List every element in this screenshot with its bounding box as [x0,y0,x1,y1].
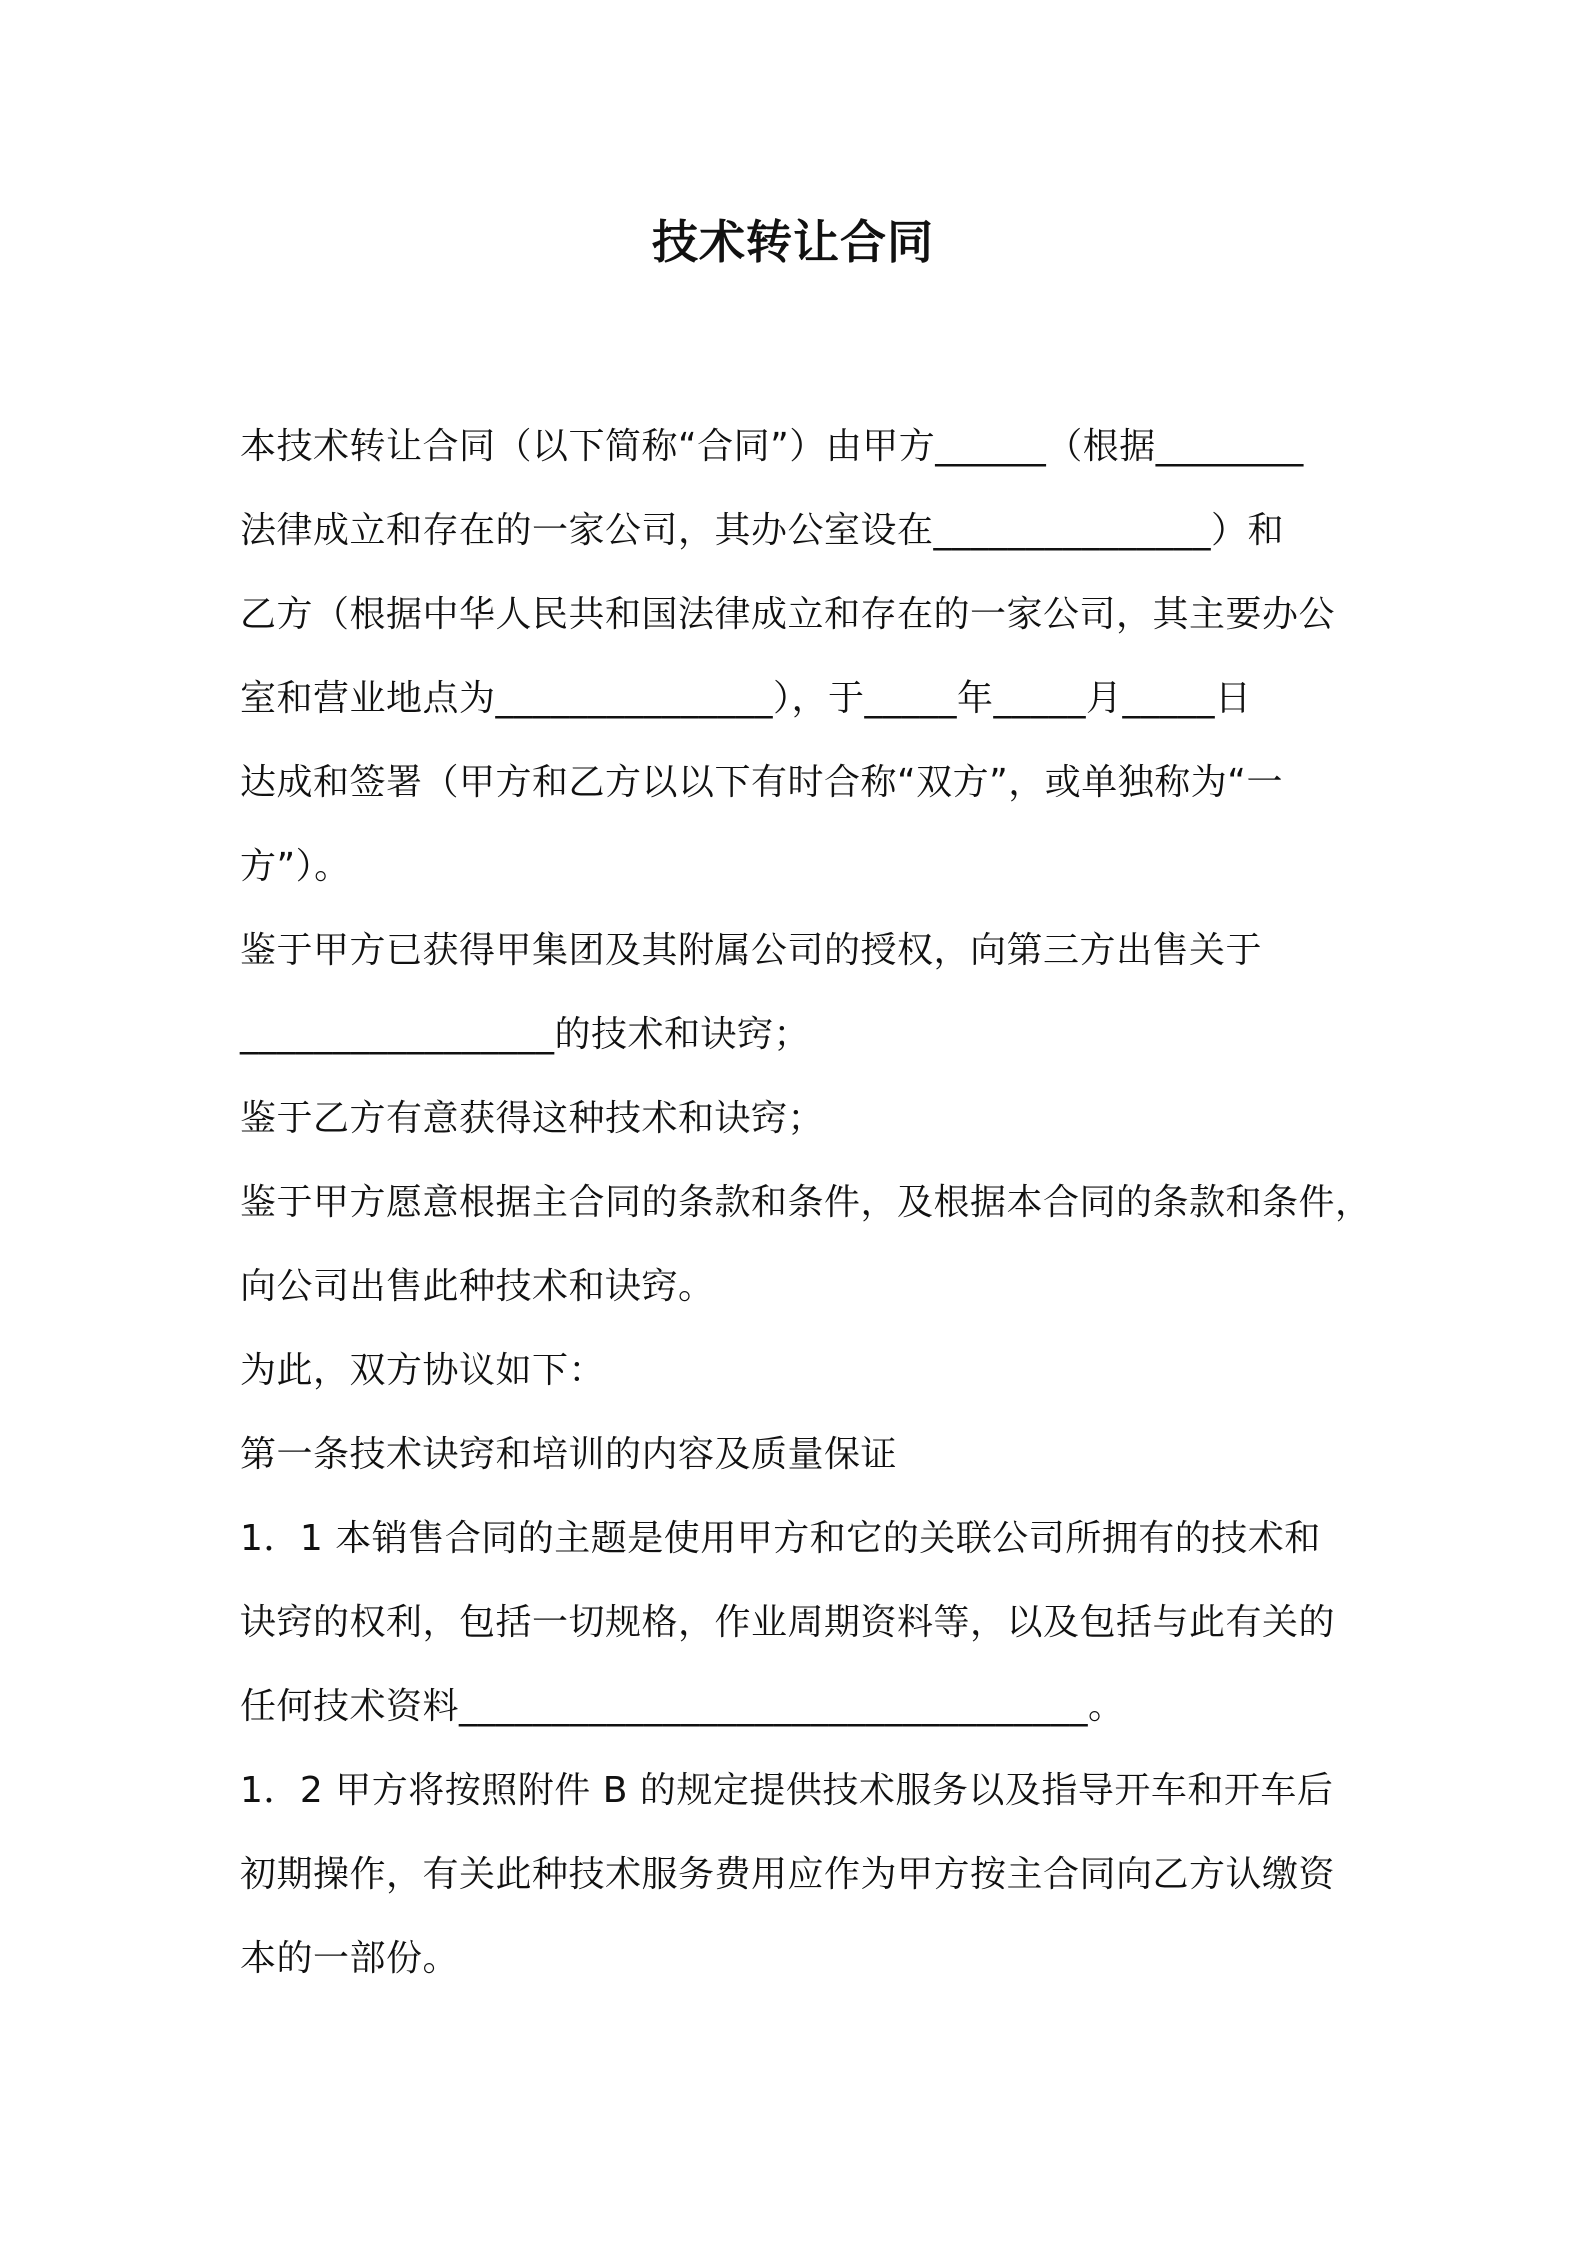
text-line: 鉴于甲方愿意根据主合同的条款和条件，及根据本合同的条款和条件， [240,1182,1372,1223]
text-line: 任何技术资料__________________________________。 [240,1686,1125,1727]
text-line: 达成和签署（甲方和乙方以以下有时合称“双方”，或单独称为“一 [240,762,1283,803]
section-heading: 第一条技术诀窍和培训的内容及质量保证 [240,1434,898,1475]
text-line: 初期操作，有关此种技术服务费用应作为甲方按主合同向乙方认缴资 [240,1854,1336,1895]
text-line: 1．2 甲方将按照附件 B 的规定提供技术服务以及指导开车和开车后 [240,1770,1334,1811]
text-line: 鉴于甲方已获得甲集团及其附属公司的授权，向第三方出售关于 [240,930,1263,971]
text-line: 鉴于乙方有意获得这种技术和诀窍； [240,1098,825,1139]
text-line: _________________的技术和诀窍； [240,1014,811,1055]
text-line: 室和营业地点为_______________），于_____年_____月_____日 [240,678,1252,719]
document-body [240,405,1380,2001]
text-line: 本的一部份。 [240,1938,460,1979]
text-line: 诀窍的权利，包括一切规格，作业周期资料等，以及包括与此有关的 [240,1602,1336,1643]
text-line: 方”）。 [240,846,351,887]
text-line: 本技术转让合同（以下简称“合同”）由甲方______（根据________ [240,426,1304,467]
text-line: 向公司出售此种技术和诀窍。 [240,1266,715,1307]
text-line: 法律成立和存在的一家公司，其办公室设在_______________）和 [240,510,1285,551]
document-title: 技术转让合同 [652,215,934,269]
text-line: 乙方（根据中华人民共和国法律成立和存在的一家公司，其主要办公 [240,594,1336,635]
text-line: 为此，双方协议如下： [240,1350,606,1391]
text-line: 1．1 本销售合同的主题是使用甲方和它的关联公司所拥有的技术和 [240,1518,1321,1559]
